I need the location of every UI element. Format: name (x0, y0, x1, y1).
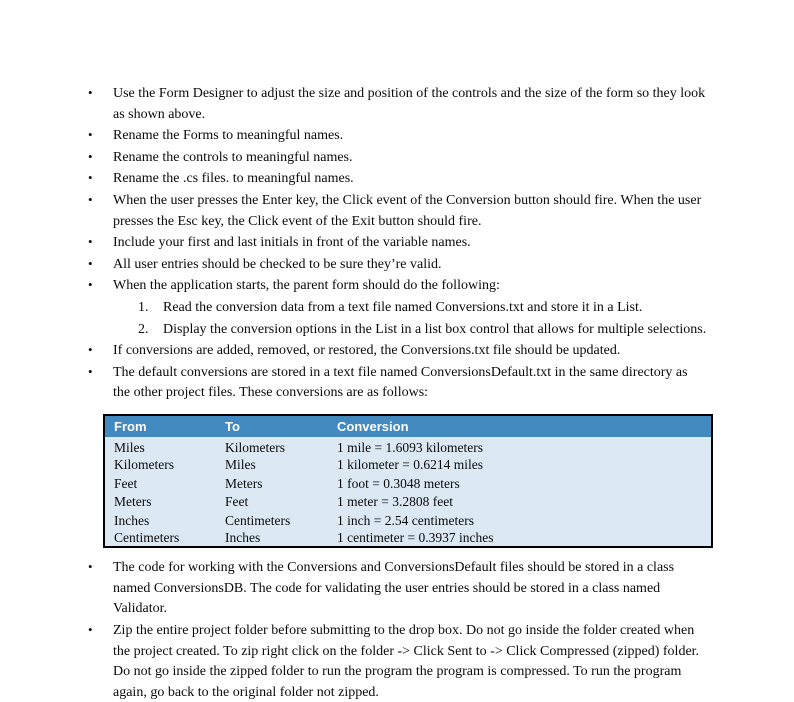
bullet-text: Rename the Forms to meaningful names. (113, 128, 344, 144)
numbered-item (138, 320, 707, 341)
table-row (104, 510, 712, 529)
table-header-cell-conversion: Conversion (328, 415, 712, 437)
numbered-item (138, 298, 707, 319)
bullet-item (88, 233, 707, 254)
table-row (104, 456, 712, 473)
table-cell: Feet (104, 473, 216, 492)
bullet-item (88, 363, 707, 404)
bullet-text: When the user presses the Enter key, the Click event of the Conversion button should fire. When the user presses the Esc key, the Click event of the Exit button should fire. (113, 192, 702, 229)
table-row (104, 473, 712, 492)
bullet-marker: • (88, 170, 93, 186)
table-cell: Feet (216, 493, 328, 510)
table-header-row (104, 415, 712, 437)
table-cell: 1 inch = 2.54 centimeters (328, 510, 712, 529)
bullet-item (88, 148, 707, 169)
table-cell: Miles (216, 456, 328, 473)
bullet-item (88, 621, 707, 702)
table-row (104, 493, 712, 510)
bullet-item (88, 126, 707, 147)
table-row (104, 529, 712, 547)
table-cell: 1 mile = 1.6093 kilometers (328, 437, 712, 456)
numbered-item-text: Read the conversion data from a text file named Conversions.txt and store it in a List. (163, 299, 643, 315)
bullet-marker: • (88, 234, 93, 250)
bullet-text: The default conversions are stored in a text file named ConversionsDefault.txt in the same directory as the other project files. These conversions are as follows: (113, 364, 688, 401)
table-cell: 1 centimeter = 0.3937 inches (328, 529, 712, 547)
bullet-marker: • (88, 148, 93, 164)
bullet-text: If conversions are added, removed, or restored, the Conversions.txt file should be updated. (113, 343, 621, 359)
bullet-text: Rename the controls to meaningful names. (113, 149, 353, 165)
numbered-item-label: 2. (138, 321, 149, 337)
bullet-marker: • (88, 363, 93, 379)
conversions-table (103, 414, 713, 548)
bullet-marker: • (88, 342, 93, 358)
table-cell: Kilometers (216, 437, 328, 456)
table-cell: 1 meter = 3.2808 feet (328, 493, 712, 510)
document-content (0, 84, 794, 702)
bullet-text: When the application starts, the parent form should do the following: (113, 278, 500, 294)
table-header-cell-from: From (104, 415, 216, 437)
bullet-marker: • (88, 85, 93, 100)
bullet-item (88, 558, 707, 620)
table-cell: Meters (216, 473, 328, 492)
bullet-item (88, 84, 707, 125)
bullet-marker: • (88, 127, 93, 143)
conversions-table-wrap (103, 414, 713, 548)
bullet-item (88, 341, 707, 362)
bullet-text: Include your first and last initials in front of the variable names. (113, 235, 471, 251)
table-header-cell-to: To (216, 415, 328, 437)
bullet-item (88, 169, 707, 190)
numbered-item-text: Display the conversion options in the List in a list box control that allows for multiple selections. (163, 321, 707, 337)
bullet-marker: • (88, 621, 93, 637)
table-cell: Inches (104, 510, 216, 529)
bullet-text: Zip the entire project folder before submitting to the drop box. Do not go inside the folder created when the project created. To zip right click on the folder -> Click Sent to -> Click Compressed (zipped) folder. Do not go inside the zipped folder to run the program the program is compressed. To run the program again, go back to the original folder not zipped. (113, 622, 700, 700)
bullet-item (88, 255, 707, 276)
bullet-item (88, 191, 707, 232)
table-cell: Inches (216, 529, 328, 547)
table-cell: Meters (104, 493, 216, 510)
bullet-text: Rename the .cs files. to meaningful names. (113, 171, 354, 187)
bullet-marker: • (88, 559, 93, 575)
bullet-text: Use the Form Designer to adjust the size and position of the controls and the size of the form so they look as shown above. (113, 86, 706, 122)
table-cell: 1 foot = 0.3048 meters (328, 473, 712, 492)
bullet-text: All user entries should be checked to be sure they’re valid. (113, 256, 442, 272)
bullet-marker: • (88, 191, 93, 207)
bullet-text: The code for working with the Conversions and ConversionsDefault files should be stored in a class named ConversionsDB. The code for validating the user entries should be stored in a class named Validator. (113, 560, 675, 617)
numbered-item-label: 1. (138, 299, 149, 315)
bullet-marker: • (88, 255, 93, 271)
table-cell: Miles (104, 437, 216, 456)
table-cell: Centimeters (104, 529, 216, 547)
table-cell: Centimeters (216, 510, 328, 529)
table-cell: Kilometers (104, 456, 216, 473)
table-row (104, 437, 712, 456)
table-cell: 1 kilometer = 0.6214 miles (328, 456, 712, 473)
bullet-item (88, 276, 707, 297)
bullet-marker: • (88, 277, 93, 293)
